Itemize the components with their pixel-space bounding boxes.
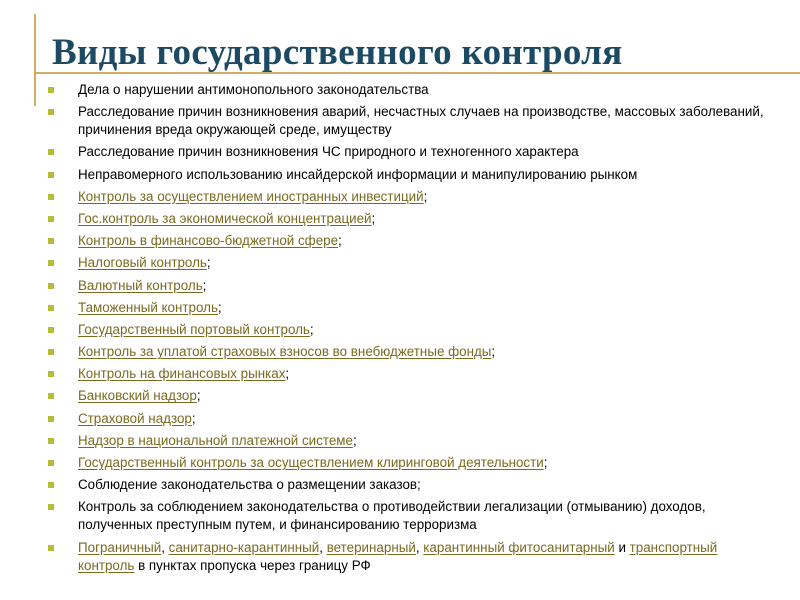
list-item-link[interactable]: Надзор в национальной платежной системе <box>78 432 353 448</box>
list-item <box>46 254 766 272</box>
list-item-text: , <box>415 539 424 555</box>
list-item-text: , <box>161 539 169 555</box>
square-bullet-icon <box>48 238 54 244</box>
square-bullet-icon <box>48 545 54 551</box>
square-bullet-icon <box>48 216 54 222</box>
list-item-link[interactable]: Налоговый контроль <box>78 255 207 271</box>
list-item-text: ; <box>491 344 496 360</box>
list-item <box>46 299 766 317</box>
list-item <box>46 476 766 494</box>
list-item <box>46 81 766 99</box>
list-item <box>46 365 766 383</box>
square-bullet-icon <box>48 438 54 444</box>
list-item-link[interactable]: ветеринарный <box>326 539 416 555</box>
list-item-text: ; <box>423 188 428 204</box>
list-item <box>46 210 766 228</box>
list-item-text: ; <box>191 410 196 426</box>
square-bullet-icon <box>48 327 54 333</box>
list-item-text: ; <box>371 210 376 226</box>
list-item-text: ; <box>338 233 342 249</box>
list-item <box>46 166 766 184</box>
list-item <box>46 232 766 250</box>
list-item-link[interactable]: транспортный контроль <box>78 539 718 573</box>
list-item-link[interactable]: карантинный фитосанитарный <box>423 539 615 555</box>
list-item-text: , <box>319 539 327 555</box>
list-item <box>46 432 766 450</box>
square-bullet-icon <box>48 87 54 93</box>
bullet-list <box>46 81 766 579</box>
list-item-link[interactable]: Государственный контроль за осуществлением клиринговой деятельности <box>78 455 544 470</box>
square-bullet-icon <box>48 393 54 399</box>
list-item <box>46 343 766 361</box>
list-item-text: ; <box>206 255 211 271</box>
square-bullet-icon <box>48 149 54 155</box>
square-bullet-icon <box>48 109 54 115</box>
square-bullet-icon <box>48 283 54 289</box>
list-item-text: Расследование причин возникновения ЧС природного и техногенного характера <box>78 144 579 160</box>
list-item <box>46 387 766 405</box>
square-bullet-icon <box>48 504 54 510</box>
list-item-link[interactable]: Банковский надзор <box>78 388 197 404</box>
list-item-text: ; <box>217 299 222 315</box>
list-item <box>46 454 766 472</box>
title-left-rule <box>34 14 36 106</box>
list-item-link[interactable]: Контроль в финансово-бюджетной сфере <box>78 233 339 249</box>
list-item-text: ; <box>202 277 207 293</box>
list-item-text: ; <box>196 388 201 404</box>
list-item <box>46 321 766 339</box>
square-bullet-icon <box>48 416 54 422</box>
list-item-link[interactable]: Пограничный <box>78 539 162 555</box>
list-item-link[interactable]: Страховой надзор <box>78 410 192 426</box>
square-bullet-icon <box>48 260 54 266</box>
square-bullet-icon <box>48 194 54 200</box>
list-item-link[interactable]: санитарно-карантинный <box>168 539 320 555</box>
list-item <box>46 410 766 428</box>
list-item <box>46 103 766 139</box>
list-item <box>46 277 766 295</box>
list-item-text: Соблюдение законодательства о размещении заказов; <box>78 477 421 493</box>
list-item-text: ; <box>285 366 290 382</box>
list-item-text: ; <box>543 455 548 470</box>
list-item <box>46 498 766 534</box>
list-item-link[interactable]: Контроль за осуществлением иностранных инвестиций <box>78 188 424 204</box>
list-item-link[interactable]: Гос.контроль за экономической концентрацией <box>78 210 372 226</box>
list-item-link[interactable]: Валютный контроль <box>78 277 203 293</box>
list-item <box>46 539 766 575</box>
square-bullet-icon <box>48 371 54 377</box>
list-item-link[interactable]: Государственный портовый контроль <box>78 321 310 337</box>
list-item-text: Неправомерного использованию инсайдерской информации и манипулированию рынком <box>78 166 638 182</box>
square-bullet-icon <box>48 305 54 311</box>
square-bullet-icon <box>48 349 54 355</box>
list-item-text: Расследование причин возникновения аварий, несчастных случаев на производстве, массовых заболеваний, причинения вреда окружающей среде, имуществу <box>78 104 764 138</box>
square-bullet-icon <box>48 482 54 488</box>
list-item-text: и <box>614 539 630 555</box>
square-bullet-icon <box>48 172 54 178</box>
square-bullet-icon <box>48 460 54 466</box>
list-item <box>46 188 766 206</box>
list-item-link[interactable]: Контроль за уплатой страховых взносов во внебюджетные фонды <box>78 344 492 360</box>
page-title: Виды государственного контроля <box>52 32 623 73</box>
list-item-text: ; <box>309 321 314 337</box>
list-item-text: Контроль за соблюдением законодательства о противодействии легализации (отмыванию) доходов, полученных преступным путем, и финансированию терроризма <box>78 499 706 533</box>
list-item-link[interactable]: Контроль на финансовых рынках <box>78 366 286 382</box>
list-item-text: ; <box>352 432 357 448</box>
list-item-text: Дела о нарушении антимонопольного законодательства <box>78 82 429 97</box>
list-item <box>46 143 766 161</box>
list-item-text: в пунктах пропуска через границу РФ <box>134 557 371 573</box>
list-item-link[interactable]: Таможенный контроль <box>78 299 218 315</box>
